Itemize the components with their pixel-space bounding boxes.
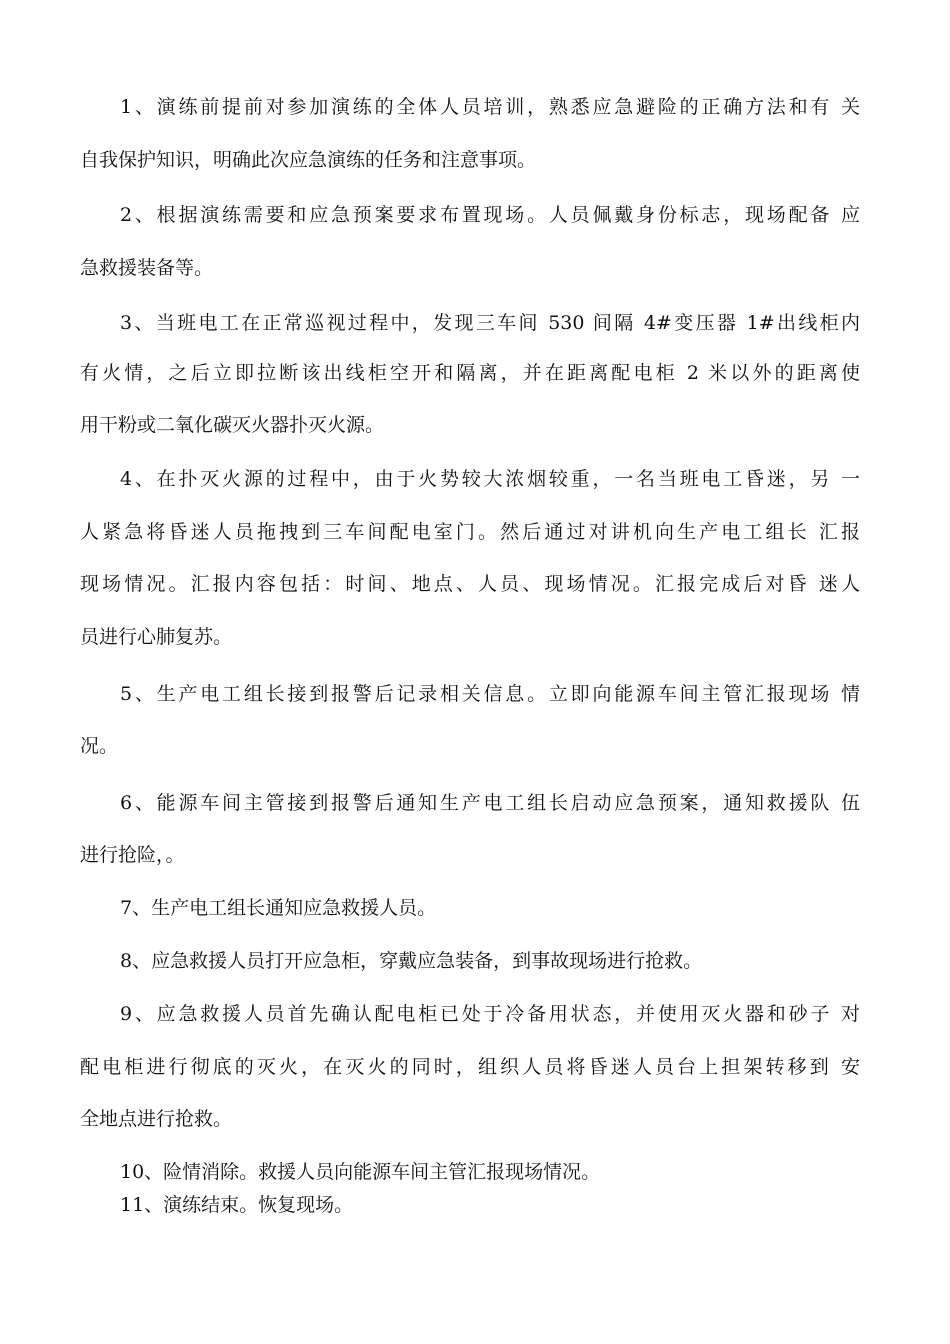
paragraph-3-line-3: 用干粉或二氧化碳灭火器扑灭火源。: [80, 414, 385, 436]
paragraph-10-line-1: 10、险情消除。救援人员向能源车间主管汇报现场情况。: [120, 1161, 601, 1183]
paragraph-2-line-2: 急救援装备等。: [80, 257, 214, 279]
paragraph-4-line-3: 现场情况。汇报内容包括：时间、地点、人员、现场情况。汇报完成后对昏 迷人: [80, 573, 860, 595]
paragraph-6-line-1: 6、能源车间主管接到报警后通知生产电工组长启动应急预案，通知救援队 伍: [120, 792, 860, 814]
paragraph-9-line-2: 配电柜进行彻底的灭火，在灭火的同时，组织人员将昏迷人员台上担架转移到 安: [80, 1056, 860, 1078]
paragraph-1-line-2: 自我保护知识，明确此次应急演练的任务和注意事项。: [80, 149, 537, 171]
paragraph-6-line-2: 进行抢险，。: [80, 844, 185, 866]
paragraph-5-line-1: 5、生产电工组长接到报警后记录相关信息。立即向能源车间主管汇报现场 情: [120, 683, 860, 705]
paragraph-8-line-1: 8、应急救援人员打开应急柜，穿戴应急装备，到事故现场进行抢救。: [120, 950, 703, 972]
paragraph-3-line-1: 3、当班电工在正常巡视过程中，发现三车间 530 间隔 4#变压器 1#出线柜内: [120, 312, 860, 334]
paragraph-5-line-2: 况。: [80, 735, 119, 757]
paragraph-11-line-1: 11、演练结束。恢复现场。: [120, 1194, 354, 1216]
paragraph-4-line-2: 人紧急将昏迷人员拖拽到三车间配电室门。然后通过对讲机向生产电工组长 汇报: [80, 521, 860, 543]
paragraph-9-line-1: 9、应急救援人员首先确认配电柜已处于冷备用状态，并使用灭火器和砂子 对: [120, 1003, 860, 1025]
paragraph-4-line-1: 4、在扑灭火源的过程中，由于火势较大浓烟较重，一名当班电工昏迷，另 一: [120, 468, 860, 490]
paragraph-9-line-3: 全地点进行抢救。: [80, 1108, 233, 1130]
paragraph-4-line-4: 员进行心肺复苏。: [80, 626, 233, 648]
paragraph-1-line-1: 1、演练前提前对参加演练的全体人员培训，熟悉应急避险的正确方法和有 关: [120, 96, 860, 118]
paragraph-2-line-1: 2、根据演练需要和应急预案要求布置现场。人员佩戴身份标志，现场配备 应: [120, 204, 860, 226]
paragraph-7-line-1: 7、生产电工组长通知应急救援人员。: [120, 897, 437, 919]
paragraph-3-line-2: 有火情，之后立即拉断该出线柜空开和隔离，并在距离配电柜 2 米以外的距离使: [80, 362, 860, 384]
